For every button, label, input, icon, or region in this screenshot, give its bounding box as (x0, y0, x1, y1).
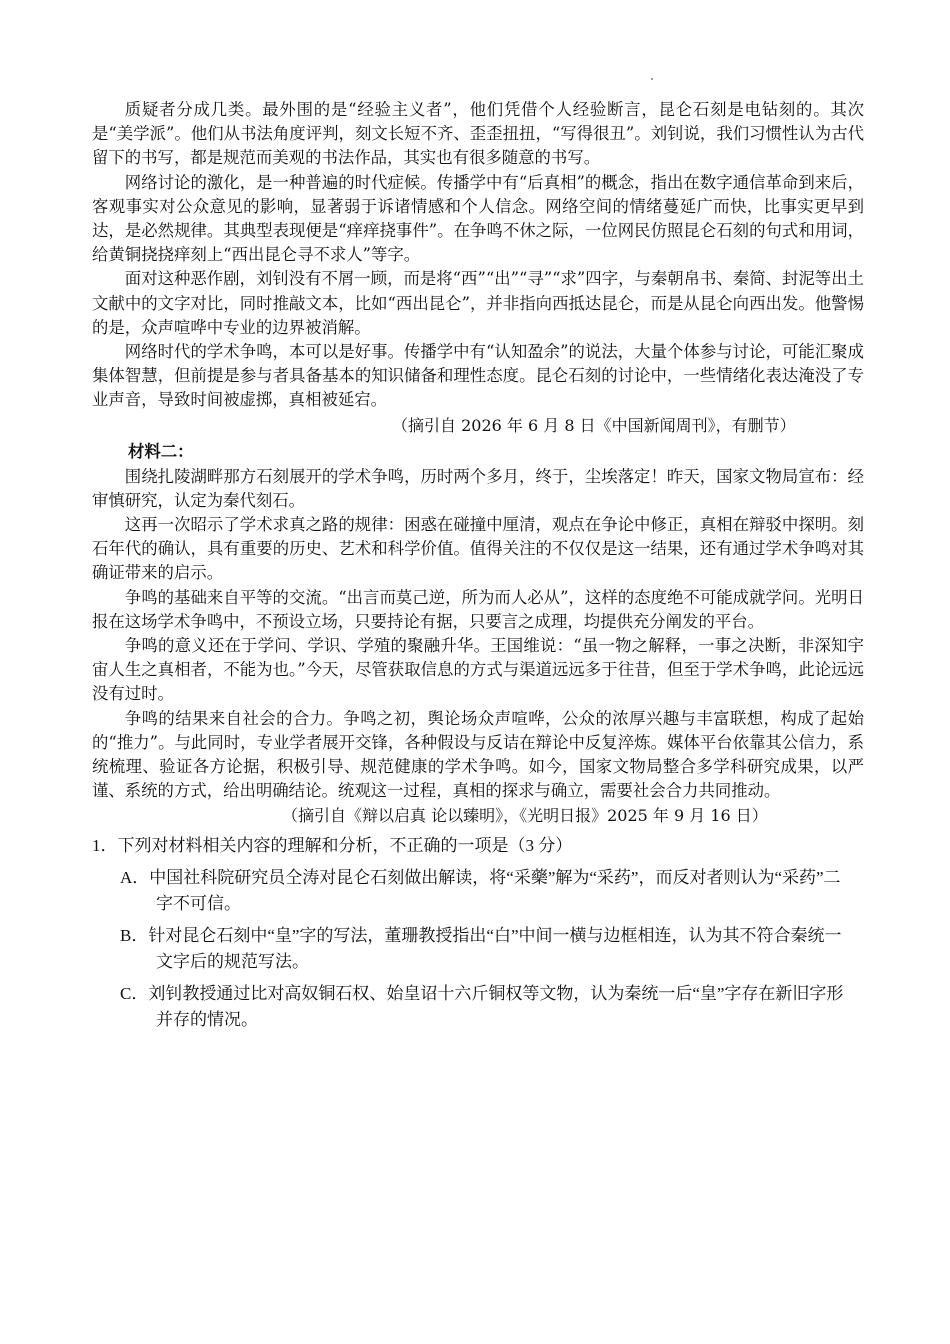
question-one (92, 833, 864, 1033)
option-a (120, 865, 856, 917)
option-c (120, 981, 856, 1033)
option-label: B． (120, 926, 149, 946)
paragraph: 网络时代的学术争鸣，本可以是好事。传播学中有“认知盈余”的说法，大量个体参与讨论，可能汇聚成集体智慧，但前提是参与者具备基本的知识储备和理性态度。昆仑石刻的讨论中，一些情绪化表达淹没了专业声音，导致时间被虚掷，真相被延宕。 (92, 342, 864, 410)
option-label: C． (120, 984, 149, 1004)
scan-dot (651, 78, 653, 80)
paragraph: 争鸣的结果来自社会的合力。争鸣之初，舆论场众声喧哗，公众的浓厚兴趣与丰富联想，构成了起始的“推力”。与此同时，专业学者展开交锋，各种假设与反诘在辩论中反复淬炼。媒体平台依靠其公信力，系统梳理、验证各方论据，积极引导、规范健康的学术争鸣。如今，国家文物局整合多学科研究成果，以严谨、系统的方式，给出明确结论。统观这一过程，真相的探求与确立，需要社会合力共同推动。 (92, 708, 864, 801)
option-text: 刘钊教授通过比对高奴铜石权、始皇诏十六斤铜权等文物，认为秦统一后“皇”字存在新旧字形并存的情况。 (148, 984, 844, 1030)
option-label: A． (120, 868, 150, 888)
option-text: 中国社科院研究员仝涛对昆仑石刻做出解读，将“采藥”解为“采药”，而反对者则认为“采药”二字不可信。 (149, 868, 841, 914)
paragraph: 争鸣的意义还在于学问、学识、学殖的聚融升华。王国维说：“虽一物之解释，一事之决断，非深知宇宙人生之真相者，不能为也。”今天，尽管获取信息的方式与渠道远远多于往昔，但至于学术争鸣，此论远远没有过时。 (92, 636, 864, 704)
paragraph: 面对这种恶作剧，刘钊没有不屑一顾，而是将“西”“出”“寻”“求”四字，与秦朝帛书、秦简、封泥等出土文献中的文字对比，同时推敲文本，比如“西出昆仑”，并非指向西抵达昆仑，而是从昆仑向西出发。他警惕的是，众声喧哗中专业的边界被消解。 (92, 269, 864, 337)
paragraph: 质疑者分成几类。最外围的是“经验主义者”，他们凭借个人经验断言，昆仑石刻是电钻刻的。其次是“美学派”。他们从书法角度评判，刻文长短不齐、歪歪扭扭，“写得很丑”。刘钊说，我们习惯性认为古代留下的书写，都是规范而美观的书法作品，其实也有很多随意的书写。 (92, 100, 864, 168)
section-heading: 材料二： (128, 441, 194, 461)
citation: （摘引自《辩以启真 论以臻明》，《光明日报》2025 年 9 月 16 日） (282, 806, 768, 826)
paragraph: 围绕扎陵湖畔那方石刻展开的学术争鸣，历时两个多月，终于，尘埃落定！昨天，国家文物局宣布：经审慎研究，认定为秦代刻石。 (92, 466, 864, 510)
citation: （摘引自 2026 年 6 月 8 日《中国新闻周刊》，有删节） (392, 415, 796, 435)
option-text: 针对昆仑石刻中“皇”字的写法，董珊教授指出“白”中间一横与边框相连，认为其不符合秦统一文字后的规范写法。 (148, 926, 842, 972)
material-two (92, 439, 864, 828)
question-stem: 1．下列对材料相关内容的理解和分析，不正确的一项是（3 分） (92, 836, 573, 856)
document-page (92, 98, 864, 1033)
option-b (120, 923, 856, 975)
paragraph: 网络讨论的激化，是一种普遍的时代症候。传播学中有“后真相”的概念，指出在数字通信革命到来后，客观事实对公众意见的影响，显著弱于诉诸情感和个人信念。网络空间的情绪蔓延广而快，比事实更早到达，是必然规律。其典型表现便是“痒痒挠事件”。在争鸣不休之际，一位网民仿照昆仑石刻的句式和用词，给黄铜挠挠痒刻上“西出昆仑寻不求人”等字。 (92, 172, 864, 265)
paragraph: 争鸣的基础来自平等的交流。“出言而莫己逆，所为而人必从”，这样的态度绝不可能成就学问。光明日报在这场学术争鸣中，不预设立场，只要持论有据，只要言之成理，均提供充分阐发的平台。 (92, 587, 864, 631)
paragraph: 这再一次昭示了学术求真之路的规律：困惑在碰撞中厘清，观点在争论中修正，真相在辩驳中探明。刻石年代的确认，具有重要的历史、艺术和科学价值。值得关注的不仅仅是这一结果，还有通过学术争鸣对其确证带来的启示。 (92, 515, 864, 583)
material-one (92, 98, 864, 437)
